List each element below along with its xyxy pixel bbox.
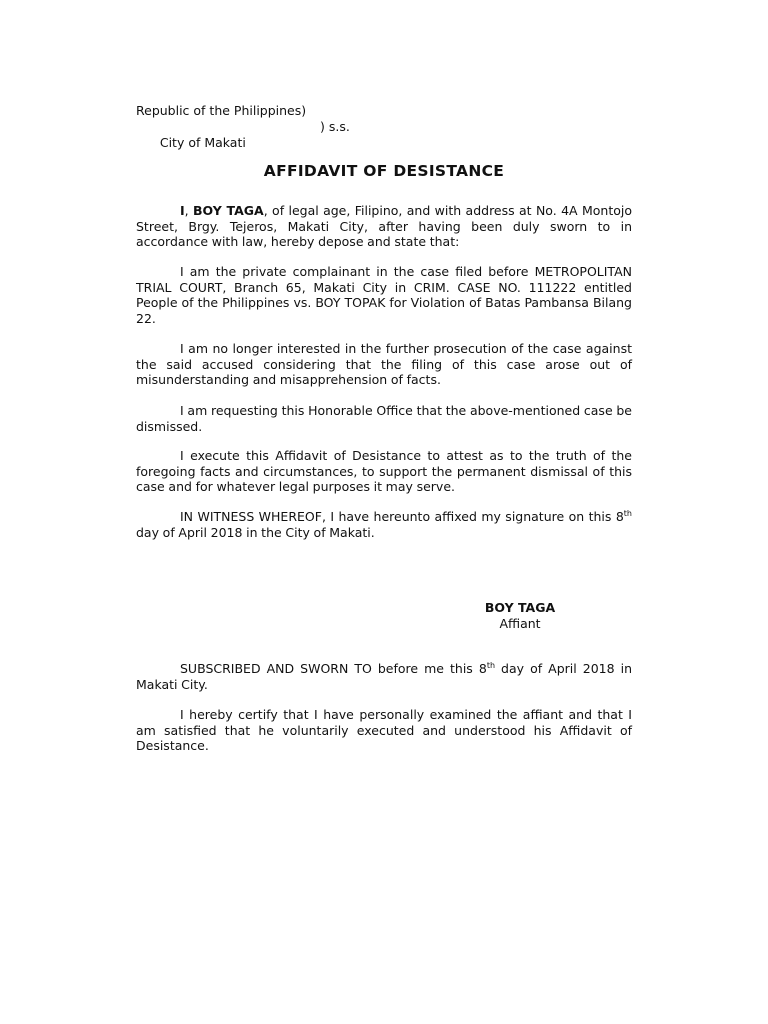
venue-ss: ) s.s. — [320, 119, 350, 134]
intro-text: , of legal age, Filipino, and with address at No. 4A Montojo Street, Brgy. Tejeros, Makati City, after having been duly sworn to in accordance with law, hereby depose and state that: — [136, 203, 632, 250]
jurat-ordinal-suffix: th — [486, 660, 496, 670]
affiant-role: Affiant — [499, 616, 541, 631]
complainant-paragraph — [136, 264, 632, 326]
jurat-text-after: day of April 2018 in Makati City. — [136, 661, 632, 692]
venue-country: Republic of the Philippines) — [136, 103, 307, 118]
not-interested-paragraph — [136, 341, 632, 388]
jurat-paragraph — [136, 661, 632, 692]
witness-paragraph — [136, 509, 632, 540]
witness-text-after: day of April 2018 in the City of Makati. — [136, 524, 375, 540]
document-title: AFFIDAVIT OF DESISTANCE — [263, 162, 505, 180]
venue-city: City of Makati — [159, 135, 246, 150]
witness-text-before: IN WITNESS WHEREOF, I have hereunto affixed my signature on this 8 — [180, 509, 624, 524]
jurat-text-before: SUBSCRIBED AND SWORN TO before me this 8 — [180, 661, 487, 676]
affiant-name-inline: BOY TAGA — [193, 203, 264, 218]
execute-paragraph — [136, 448, 632, 495]
request-text: I am requesting this Honorable Office that the above-mentioned case be dismissed. — [136, 403, 632, 434]
execute-text: I execute this Affidavit of Desistance to attest as to the truth of the foregoing facts and circumstances, to support the permanent dismissal of this case and for whatever legal purposes it may serve. — [136, 448, 632, 495]
intro-comma: , — [184, 203, 194, 218]
affiant-name: BOY TAGA — [484, 600, 556, 615]
intro-paragraph — [136, 203, 632, 250]
intro-pronoun: I — [180, 203, 185, 218]
request-paragraph — [136, 403, 632, 434]
certification-text: I hereby certify that I have personally examined the affiant and that I am satisfied that he voluntarily executed and understood his Affidavit of Desistance. — [136, 707, 632, 754]
signature-block — [460, 600, 580, 632]
not-interested-text: I am no longer interested in the further prosecution of the case against the said accused considering that the filing of this case arose out of misunderstanding and misapprehension of facts. — [136, 341, 632, 388]
complainant-text: I am the private complainant in the case filed before METROPOLITAN TRIAL COURT, Branch 65, Makati City in CRIM. CASE NO. 111222 entitled People of the Philippines vs. BOY TOPAK for Violation of Batas Pambansa Bilang 22. — [136, 264, 632, 326]
certification-paragraph — [136, 707, 632, 754]
witness-ordinal-suffix: th — [623, 508, 632, 518]
